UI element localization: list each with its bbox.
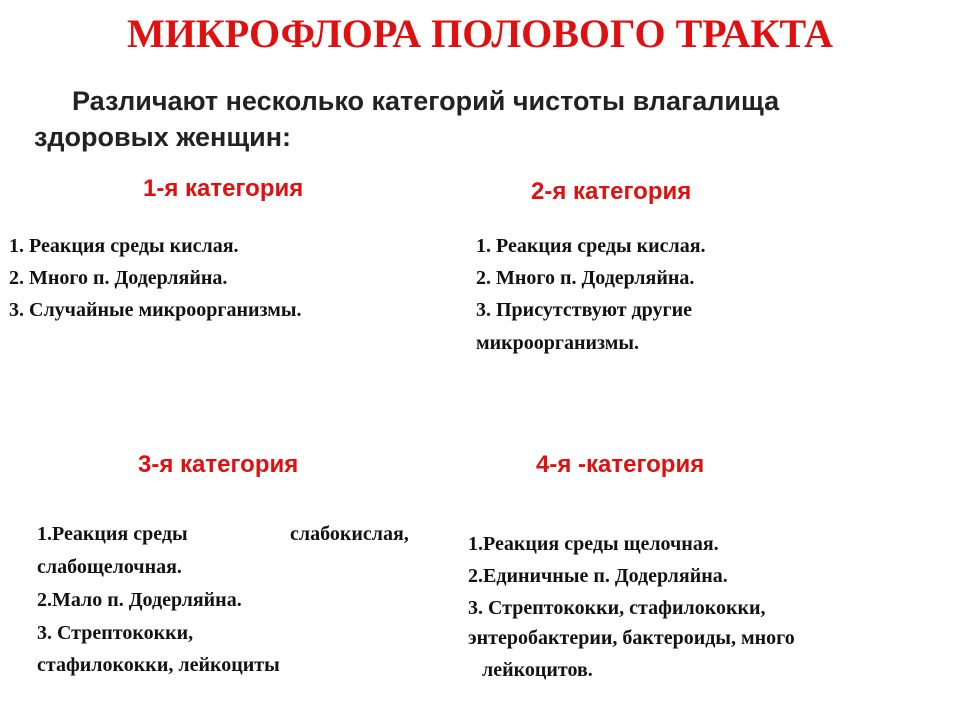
category-4-heading: 4-я -категория xyxy=(536,451,705,478)
category-4-line-2: 2.Единичные п. Додерляйна. xyxy=(468,565,728,587)
category-2-line-4: микроорганизмы. xyxy=(476,332,640,354)
category-2-line-2: 2. Много п. Додерляйна. xyxy=(476,267,695,289)
category-3-line-2: слабощелочная. xyxy=(37,556,182,578)
category-3-line-3: 2.Мало п. Додерляйна. xyxy=(37,589,242,611)
intro-line-2: здоровых женщин: xyxy=(34,122,292,152)
category-4-line-3: 3. Стрептококки, стафилококки, xyxy=(468,597,766,619)
category-2-line-1: 1. Реакция среды кислая. xyxy=(476,235,706,257)
category-3-line-1-cont: слабокислая, xyxy=(290,523,409,545)
category-3-line-5: стафилококки, лейкоциты xyxy=(37,654,280,676)
category-2-line-3: 3. Присутствуют другие xyxy=(476,299,693,321)
category-3-line-4: 3. Стрептококки, xyxy=(37,622,194,644)
category-1-heading: 1-я категория xyxy=(143,175,304,202)
category-1-line-3: 3. Случайные микроорганизмы. xyxy=(9,299,302,321)
category-1-line-2: 2. Много п. Додерляйна. xyxy=(9,267,228,289)
category-3-heading: 3-я категория xyxy=(138,451,299,478)
category-4-line-5: лейкоцитов. xyxy=(482,659,593,681)
category-1-line-1: 1. Реакция среды кислая. xyxy=(9,235,239,257)
category-2-heading: 2-я категория xyxy=(531,178,692,205)
category-4-line-4: энтеробактерии, бактероиды, много xyxy=(468,627,795,649)
category-3-line-1: 1.Реакция среды xyxy=(37,523,188,545)
page-title: МИКРОФЛОРА ПОЛОВОГО ТРАКТА xyxy=(126,11,834,56)
intro-line-1: Различают несколько категорий чистоты влагалища xyxy=(72,86,780,116)
category-4-line-1: 1.Реакция среды щелочная. xyxy=(468,533,719,555)
